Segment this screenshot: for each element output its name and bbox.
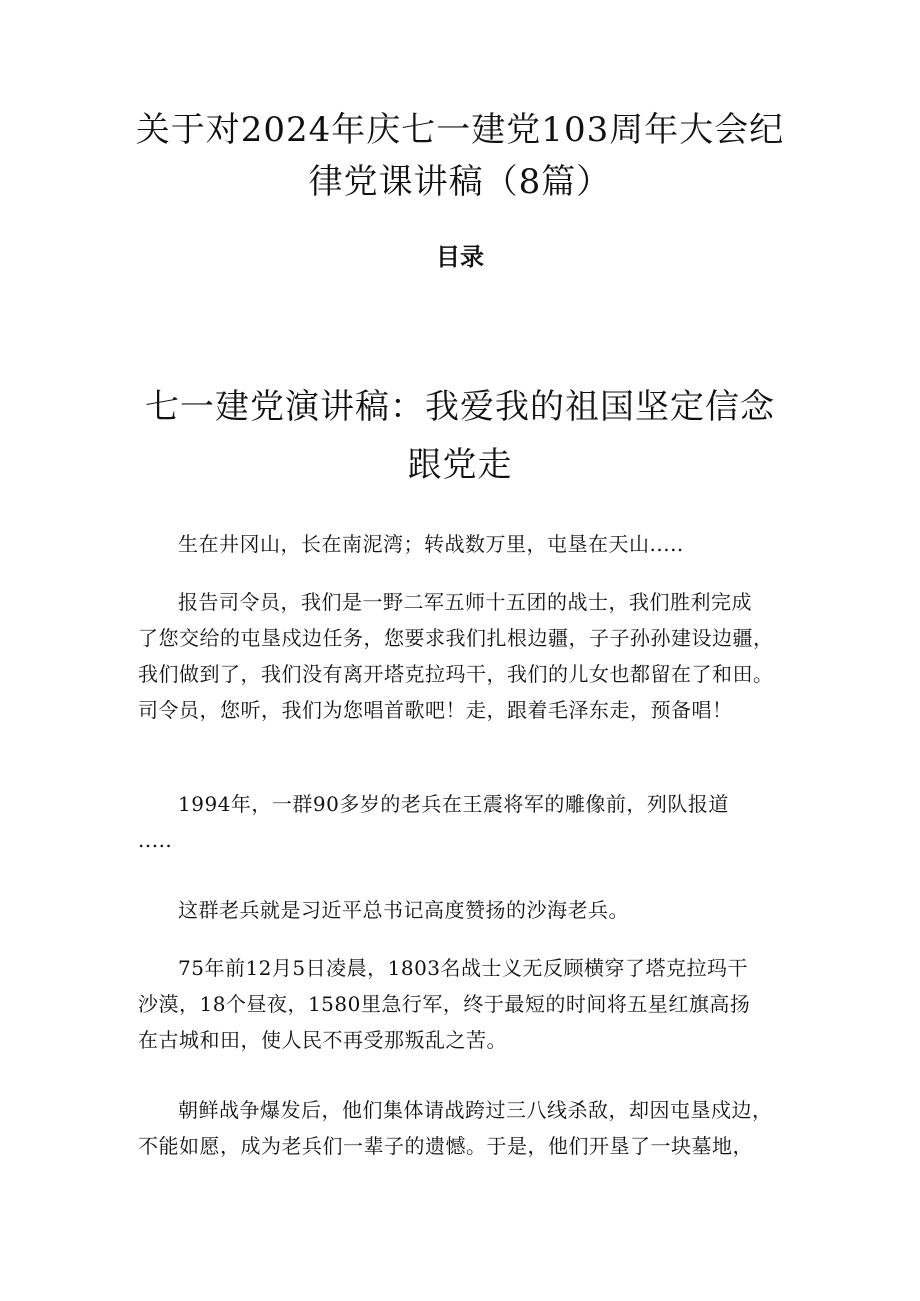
paragraph-line: ..... [138,828,173,852]
paragraph-line: 沙漠，18个昼夜，1580里急行军，终于最短的时间将五星红旗高扬 [138,992,751,1016]
document-title-line-1: 关于对2024年庆七一建党103周年大会纪 [135,110,785,150]
paragraph-line: 在古城和田，使人民不再受那叛乱之苦。 [138,1028,507,1052]
paragraph-line: 生在井冈山，长在南泥湾；转战数万里，屯垦在天山..... [178,532,684,556]
toc-heading: 目录 [436,243,484,271]
document-title-line-2: 律党课讲稿（8篇） [308,162,612,202]
paragraph-line: 了您交给的屯垦戍边任务，您要求我们扎根边疆，子子孙孙建设边疆， [138,626,774,650]
paragraph-1 [138,526,786,562]
paragraph-line: 1994年，一群90多岁的老兵在王震将军的雕像前，列队报道 [178,792,729,816]
paragraph-line: 不能如愿，成为老兵们一辈子的遗憾。于是，他们开垦了一块墓地， [138,1134,753,1158]
paragraph-3 [138,786,786,858]
paragraph-line: 75年前12月5日凌晨，1803名战士义无反顾横穿了塔克拉玛干 [178,956,749,980]
document-title [120,104,800,208]
section-title [120,378,800,494]
paragraph-line: 这群老兵就是习近平总书记高度赞扬的沙海老兵。 [178,898,629,922]
paragraph-line: 我们做到了，我们没有离开塔克拉玛干，我们的儿女也都留在了和田。 [138,662,774,686]
section-title-line-2: 跟党走 [407,445,513,485]
paragraph-2 [138,584,786,728]
section-title-line-1: 七一建党演讲稿：我爱我的祖国坚定信念 [145,387,775,427]
paragraph-line: 朝鲜战争爆发后，他们集体请战跨过三八线杀敌，却因屯垦戍边， [178,1098,773,1122]
paragraph-line: 报告司令员，我们是一野二军五师十五团的战士，我们胜利完成 [178,590,752,614]
paragraph-6 [138,1092,786,1164]
paragraph-5 [138,950,786,1058]
paragraph-4 [138,892,786,928]
paragraph-line: 司令员，您听，我们为您唱首歌吧！走，跟着毛泽东走，预备唱！ [138,698,733,722]
